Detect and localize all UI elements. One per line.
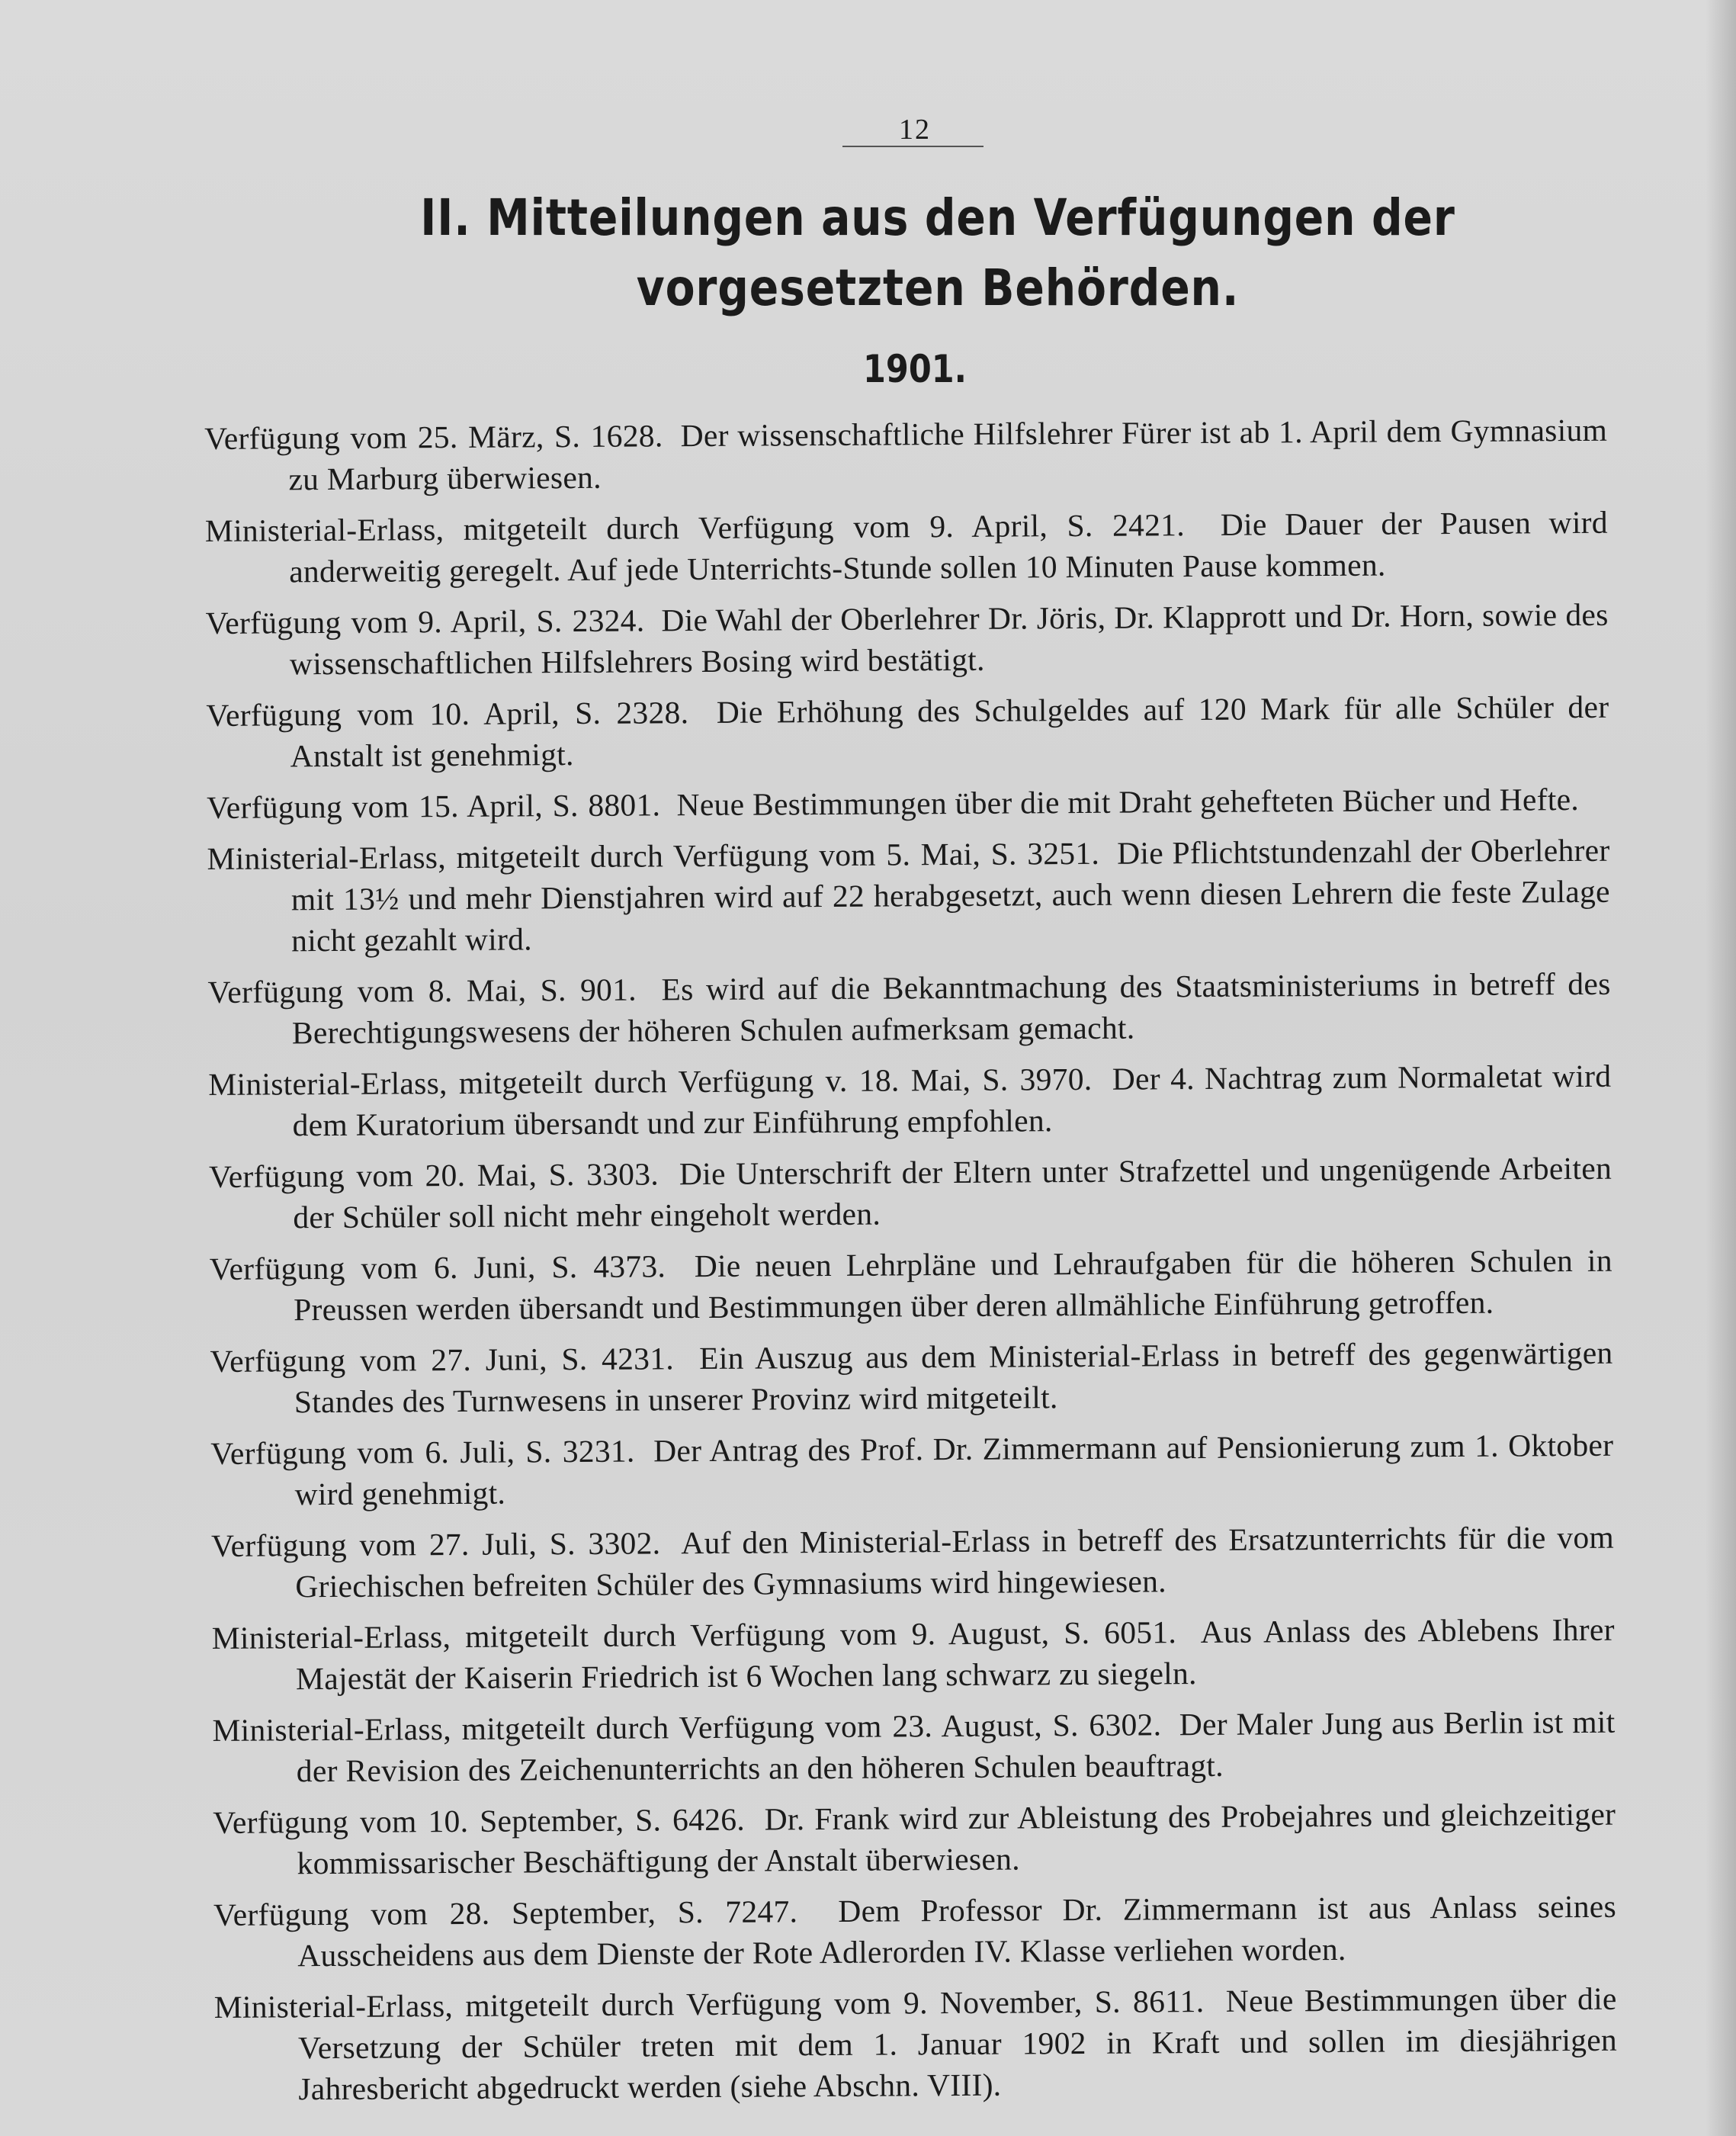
- decree-text: Ein Auszug aus dem Ministerial-Erlass in betreff des gegenwärtigen Standes des Turnwesens in unserer Provinz wird mitgeteilt.: [294, 1335, 1613, 1420]
- decree-text: Auf den Ministerial-Erlass in betreff des Ersatzunterrichts für die vom Griechischen befreiten Schüler des Gymnasiums wird hingewiesen.: [295, 1519, 1615, 1604]
- decree-entry: [205, 594, 1609, 685]
- decree-entry: [214, 1978, 1618, 2110]
- decree-text: Die Pflichtstundenzahl der Oberlehrer mit 13½ und mehr Dienstjahren wird auf 22 herabgesetzt, auch wenn diesen Lehrern die feste Zulage nicht gezahlt wird.: [290, 832, 1610, 959]
- decree-entry: [212, 1701, 1616, 1792]
- decree-reference: Verfügung vom 9. April, S. 2324.: [205, 602, 645, 641]
- decree-text: Der wissenschaftliche Hilfslehrer Fürer ist ab 1. April dem Gymnasium zu Marburg überwiesen.: [288, 412, 1608, 497]
- decree-reference: Verfügung vom 20. Mai, S. 3303.: [208, 1156, 659, 1194]
- section-title-line-1: II. Mitteilungen aus den Verfügungen der: [420, 188, 1455, 247]
- decree-text: Die Unterschrift der Eltern unter Strafzettel und ungenügende Arbeiten der Schüler soll nicht mehr eingeholt werden.: [293, 1150, 1612, 1235]
- decree-entry: [210, 1240, 1613, 1331]
- decree-entry: [208, 1055, 1612, 1146]
- decree-text: Es wird auf die Bekanntmachung des Staatsministeriums in betreff des Berechtigungswesens der höheren Schulen aufmerksam gemacht.: [291, 965, 1611, 1051]
- decree-entry: [204, 410, 1608, 500]
- decree-reference: Verfügung vom 15. April, S. 8801.: [206, 787, 661, 825]
- decree-text: Die Dauer der Pausen wird anderweitig geregelt. Auf jede Unterrichts-Stunde sollen 10 Minuten Pause kommen.: [289, 504, 1609, 589]
- decree-reference: Verfügung vom 27. Juli, S. 3302.: [210, 1525, 661, 1563]
- decree-reference: Verfügung vom 6. Juni, S. 4373.: [209, 1248, 666, 1286]
- decree-text: Der Maler Jung aus Berlin ist mit der Revision des Zeichenunterrichts an den höheren Schulen beauftragt.: [296, 1704, 1616, 1789]
- decree-reference: Verfügung vom 27. Juni, S. 4231.: [210, 1341, 675, 1379]
- decree-reference: Verfügung vom 6. Juli, S. 3231.: [210, 1433, 635, 1471]
- decree-text: Der Antrag des Prof. Dr. Zimmermann auf Pensionierung zum 1. Oktober wird genehmigt.: [294, 1427, 1614, 1512]
- decree-text: Die Erhöhung des Schulgeldes auf 120 Mark für alle Schüler der Anstalt ist genehmigt.: [290, 689, 1609, 774]
- page-edge-shadow: [1706, 0, 1736, 2136]
- decree-list: [204, 410, 1618, 2120]
- decree-text: Neue Bestimmungen über die mit Draht gehefteten Bücher und Hefte.: [676, 781, 1580, 823]
- decree-reference: Ministerial-Erlass, mitgeteilt durch Verfügung vom 23. August, S. 6302.: [212, 1707, 1162, 1748]
- page-number: 12: [899, 114, 931, 146]
- decree-entry: [206, 686, 1609, 777]
- decree-entry: [210, 1425, 1614, 1515]
- decree-text: Dem Professor Dr. Zimmermann ist aus Anlass seines Ausscheidens aus dem Dienste der Rote Adlerorden IV. Klasse verliehen worden.: [297, 1888, 1617, 1974]
- decree-text: Die Wahl der Oberlehrer Dr. Jöris, Dr. Klapprott und Dr. Horn, sowie des wissenschaftlichen Hilfslehrers Bosing wird bestätigt.: [289, 596, 1609, 682]
- decree-entry: [211, 1517, 1615, 1608]
- decree-text: Der 4. Nachtrag zum Normaletat wird dem Kuratorium übersandt und zur Einführung empfohlen.: [292, 1058, 1612, 1143]
- decree-text: Neue Bestimmungen über die Versetzung der Schüler treten mit dem 1. Januar 1902 in Kraft und sollen im diesjährigen Jahresbericht abgedruckt werden (siehe Abschn. VIII).: [297, 1980, 1618, 2107]
- decree-reference: Ministerial-Erlass, mitgeteilt durch Verfügung vom 9. August, S. 6051.: [211, 1614, 1177, 1656]
- decree-entry: [210, 1332, 1613, 1423]
- decree-reference: Verfügung vom 25. März, S. 1628.: [204, 418, 663, 456]
- decree-entry: [205, 502, 1609, 593]
- decree-entry: [213, 1886, 1617, 1977]
- decree-reference: Verfügung vom 10. September, S. 6426.: [213, 1801, 746, 1840]
- decree-entry: [212, 1609, 1616, 1700]
- decree-entry: [207, 963, 1611, 1054]
- decree-entry: [207, 779, 1609, 828]
- decree-reference: Ministerial-Erlass, mitgeteilt durch Verfügung vom 5. Mai, S. 3251.: [207, 835, 1100, 876]
- year-heading: 1901.: [862, 347, 967, 391]
- section-title-line-2: vorgesetzten Behörden.: [636, 259, 1240, 317]
- decree-reference: Ministerial-Erlass, mitgeteilt durch Verfügung vom 9. April, S. 2421.: [204, 507, 1186, 548]
- decree-text: Dr. Frank wird zur Ableistung des Probejahres und gleichzeitiger kommissarischer Beschäftigung der Anstalt überwiesen.: [297, 1796, 1616, 1881]
- decree-text: Aus Anlass des Ablebens Ihrer Majestät der Kaiserin Friedrich ist 6 Wochen lang schwarz zu siegeln.: [295, 1611, 1615, 1697]
- section-title: [328, 183, 1548, 323]
- decree-reference: Verfügung vom 10. April, S. 2328.: [206, 695, 689, 733]
- decree-reference: Verfügung vom 8. Mai, S. 901.: [207, 972, 637, 1010]
- decree-entry: [213, 1794, 1616, 1884]
- decree-reference: Ministerial-Erlass, mitgeteilt durch Verfügung v. 18. Mai, S. 3970.: [208, 1061, 1093, 1102]
- page-number-rule: [842, 146, 984, 147]
- decree-reference: Ministerial-Erlass, mitgeteilt durch Verfügung vom 9. November, S. 8611.: [213, 1983, 1205, 2025]
- decree-entry: [209, 1148, 1612, 1238]
- decree-reference: Verfügung vom 28. September, S. 7247.: [213, 1893, 798, 1932]
- decree-text: Die neuen Lehrpläne und Lehraufgaben für die höheren Schulen in Preussen werden übersandt und Bestimmungen über deren allmähliche Einführung getroffen.: [294, 1242, 1612, 1328]
- decree-entry: [207, 830, 1610, 962]
